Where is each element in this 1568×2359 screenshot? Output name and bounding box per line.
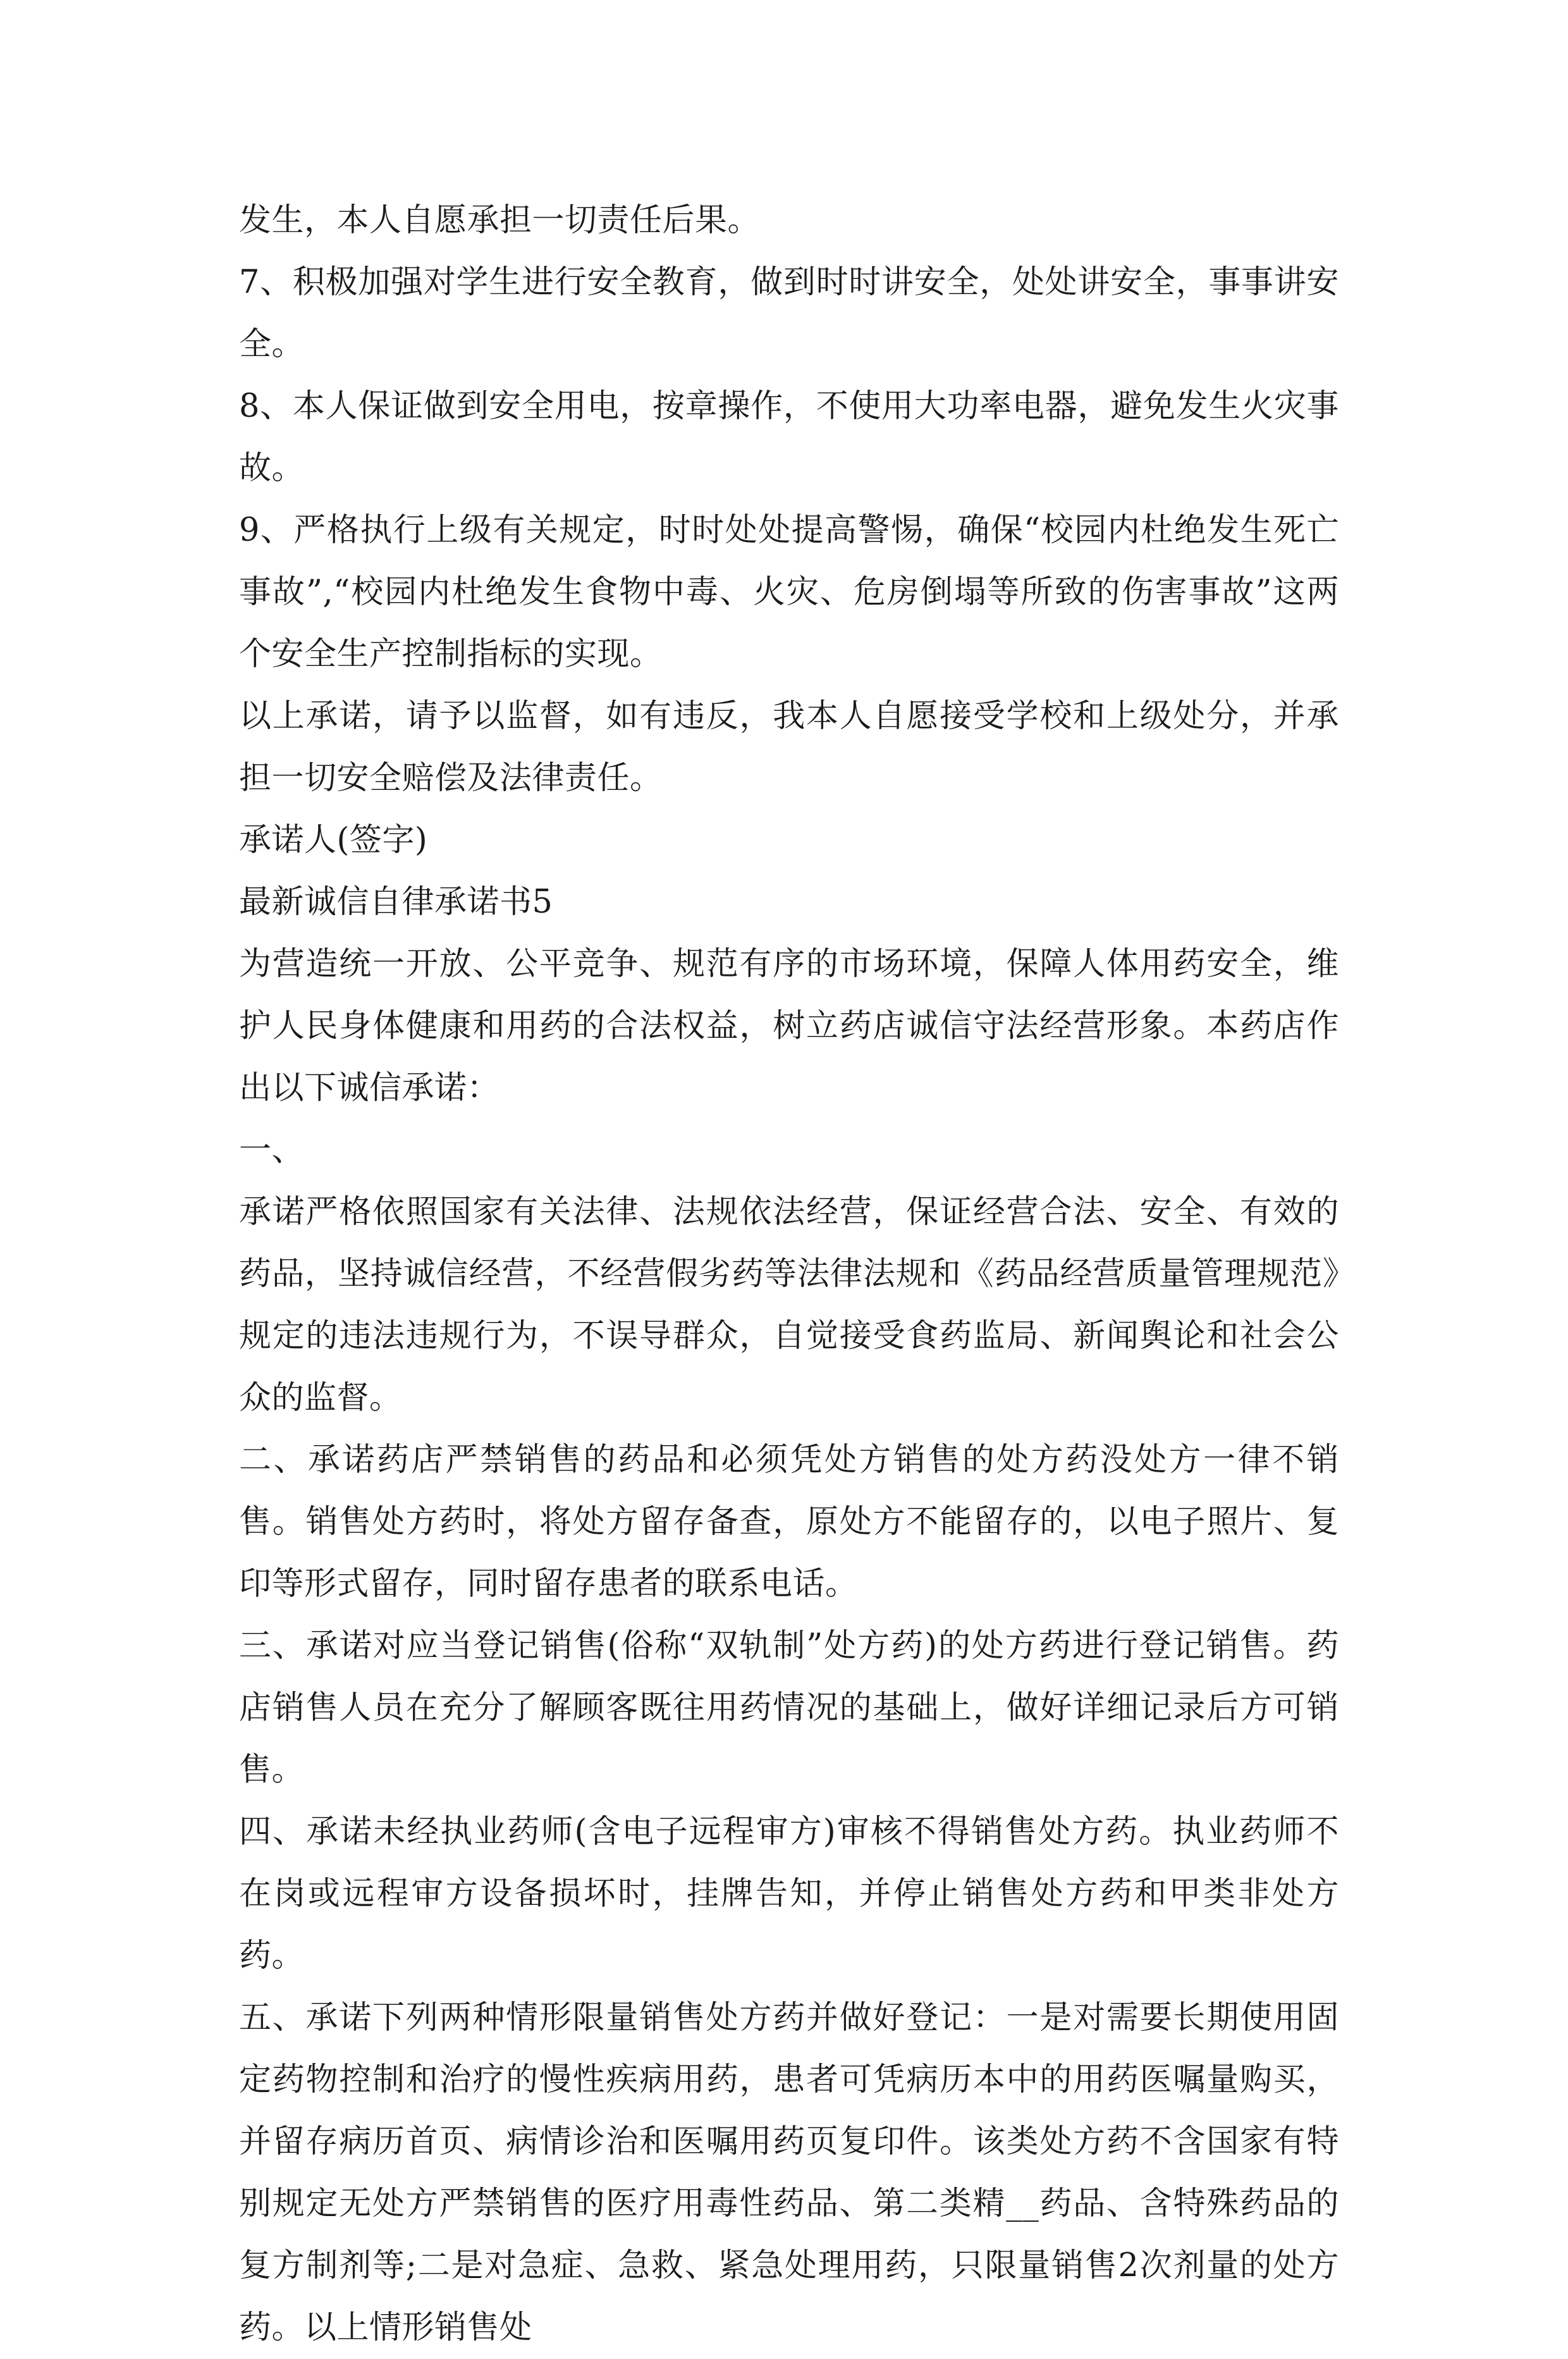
section-title: 最新诚信自律承诺书5 xyxy=(239,884,553,921)
paragraph-item-8: 8、本人保证做到安全用电，按章操作，不使用大功率电器，避免发生火灾事故。 xyxy=(239,388,1339,487)
paragraph-supervision: 以上承诺，请予以监督，如有违反，我本人自愿接受学校和上级处分，并承担一切安全赔偿及法律责任。 xyxy=(239,698,1339,797)
paragraph-heading-one: 一、 xyxy=(239,1131,305,1169)
paragraph-commitment-4: 四、承诺未经执业药师(含电子远程审方)审核不得销售处方药。执业药师不在岗或远程审方设备损坏时，挂牌告知，并停止销售处方药和甲类非处方药。 xyxy=(239,1813,1339,1974)
paragraph-commitment-1: 承诺严格依照国家有关法律、法规依法经营，保证经营合法、安全、有效的药品，坚持诚信经营，不经营假劣药等法律法规和《药品经营质量管理规范》规定的违法违规行为，不误导群众，自觉接受食药监局、新闻舆论和社会公众的监督。 xyxy=(239,1193,1339,1417)
paragraph-item-7: 7、积极加强对学生进行安全教育，做到时时讲安全，处处讲安全，事事讲安全。 xyxy=(239,264,1339,363)
paragraph-commitment-3: 三、承诺对应当登记销售(俗称“双轨制”处方药)的处方药进行登记销售。药店销售人员在充分了解顾客既往用药情况的基础上，做好详细记录后方可销售。 xyxy=(239,1627,1339,1789)
signature-line: 承诺人(签字) xyxy=(239,822,428,859)
paragraph-commitment-5: 五、承诺下列两种情形限量销售处方药并做好登记：一是对需要长期使用固定药物控制和治疗的慢性疾病用药，患者可凭病历本中的用药医嘱量购买，并留存病历首页、病情诊治和医嘱用药页复印件。该类处方药不含国家有特别规定无处方严禁销售的医疗用毒性药品、第二类精__药品、含特殊药品的复方制剂等;二是对急症、急救、紧急处理用药，只限量销售2次剂量的处方药。以上情形销售处 xyxy=(239,1999,1339,2346)
paragraph-continuation: 发生，本人自愿承担一切责任后果。 xyxy=(239,202,761,239)
paragraph-commitment-2: 二、承诺药店严禁销售的药品和必须凭处方销售的处方药没处方一律不销售。销售处方药时，将处方留存备查，原处方不能留存的，以电子照片、复印等形式留存，同时留存患者的联系电话。 xyxy=(239,1441,1339,1603)
paragraph-intro: 为营造统一开放、公平竞争、规范有序的市场环境，保障人体用药安全，维护人民身体健康和用药的合法权益，树立药店诚信守法经营形象。本药店作出以下诚信承诺： xyxy=(239,945,1339,1107)
paragraph-item-9: 9、严格执行上级有关规定，时时处处提高警惕，确保“校园内杜绝发生死亡事故”,“校园内杜绝发生食物中毒、火灾、危房倒塌等所致的伤害事故”这两个安全生产控制指标的实现。 xyxy=(239,512,1339,673)
document-body xyxy=(239,190,1339,2359)
